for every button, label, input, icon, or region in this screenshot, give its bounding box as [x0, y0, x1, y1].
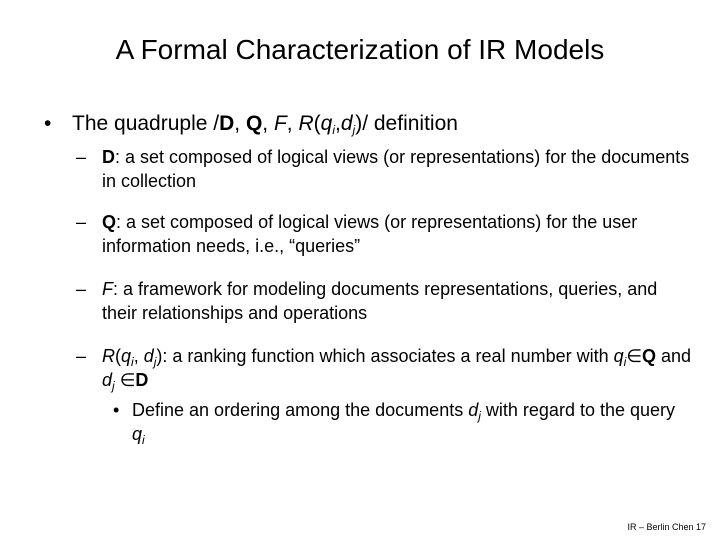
term-d: D [102, 147, 115, 167]
slide-footer: IR – Berlin Chen 17 [627, 522, 706, 532]
bullet-prefix: The quadruple / [72, 112, 220, 135]
main-bullet-text [72, 110, 458, 138]
sub-item-description: Define an ordering among the documents [132, 400, 469, 420]
subscript-j: j [112, 379, 115, 393]
subscript-j: j [478, 409, 481, 423]
comma: , [335, 112, 341, 135]
subscript-j: j [352, 123, 356, 137]
paren: ( [115, 346, 121, 366]
term-q: Q [245, 112, 263, 135]
var-q: q [132, 424, 143, 444]
term-d: D [219, 112, 235, 135]
subscript-i: i [332, 123, 335, 137]
element-of-symbol: ∈ [626, 346, 642, 366]
term-q: Q [642, 346, 657, 366]
term-f: F [273, 112, 287, 135]
term-f: F [102, 279, 113, 299]
var-q: q [613, 346, 624, 366]
item-description: : a set composed of logical views (or representations) for the documents in collection [102, 147, 690, 191]
separator: , [262, 112, 274, 135]
sub-bullet-marker: • [113, 400, 120, 420]
var-d: d [340, 112, 353, 135]
subscript-j: j [153, 355, 157, 369]
separator: , [234, 112, 246, 135]
sub-item-description: with regard to the query [480, 400, 676, 420]
item-description: : a set composed of logical views (or representations) for the user information needs, i.e., “queries” [102, 212, 638, 256]
conjunction: and [656, 346, 692, 366]
var-d: d [143, 346, 154, 366]
subscript-i: i [623, 355, 627, 369]
term-d: D [135, 370, 149, 390]
term-r: R [298, 112, 314, 135]
var-d: d [468, 400, 479, 420]
item-description: ): a ranking function which associates a real number with [156, 346, 614, 366]
paren: ) [355, 112, 363, 135]
item-description: : a framework for modeling documents representations, queries, and their relationships and operations [102, 279, 658, 323]
term-q: Q [102, 212, 117, 232]
subscript-i: i [142, 433, 145, 447]
bullet-marker: • [44, 112, 52, 135]
item-r-text [102, 344, 692, 392]
dash-marker: – [76, 346, 87, 366]
paren: ( [313, 112, 321, 135]
dash-marker: – [76, 147, 87, 167]
bullet-suffix: / definition [362, 112, 458, 135]
element-of-symbol: ∈ [114, 370, 136, 390]
item-d-text [102, 145, 692, 193]
dash-marker: – [76, 279, 87, 299]
var-q: q [121, 346, 132, 366]
var-d: d [102, 370, 113, 390]
dash-marker: – [76, 212, 87, 232]
var-q: q [320, 112, 333, 135]
item-q-text [102, 210, 692, 258]
separator: , [286, 112, 299, 135]
slide-title: A Formal Characterization of IR Models [115, 34, 605, 65]
subscript-i: i [131, 355, 134, 369]
comma: , [133, 346, 144, 366]
item-f-text [102, 277, 692, 325]
sub-item-text [132, 398, 682, 446]
term-r: R [102, 346, 115, 366]
